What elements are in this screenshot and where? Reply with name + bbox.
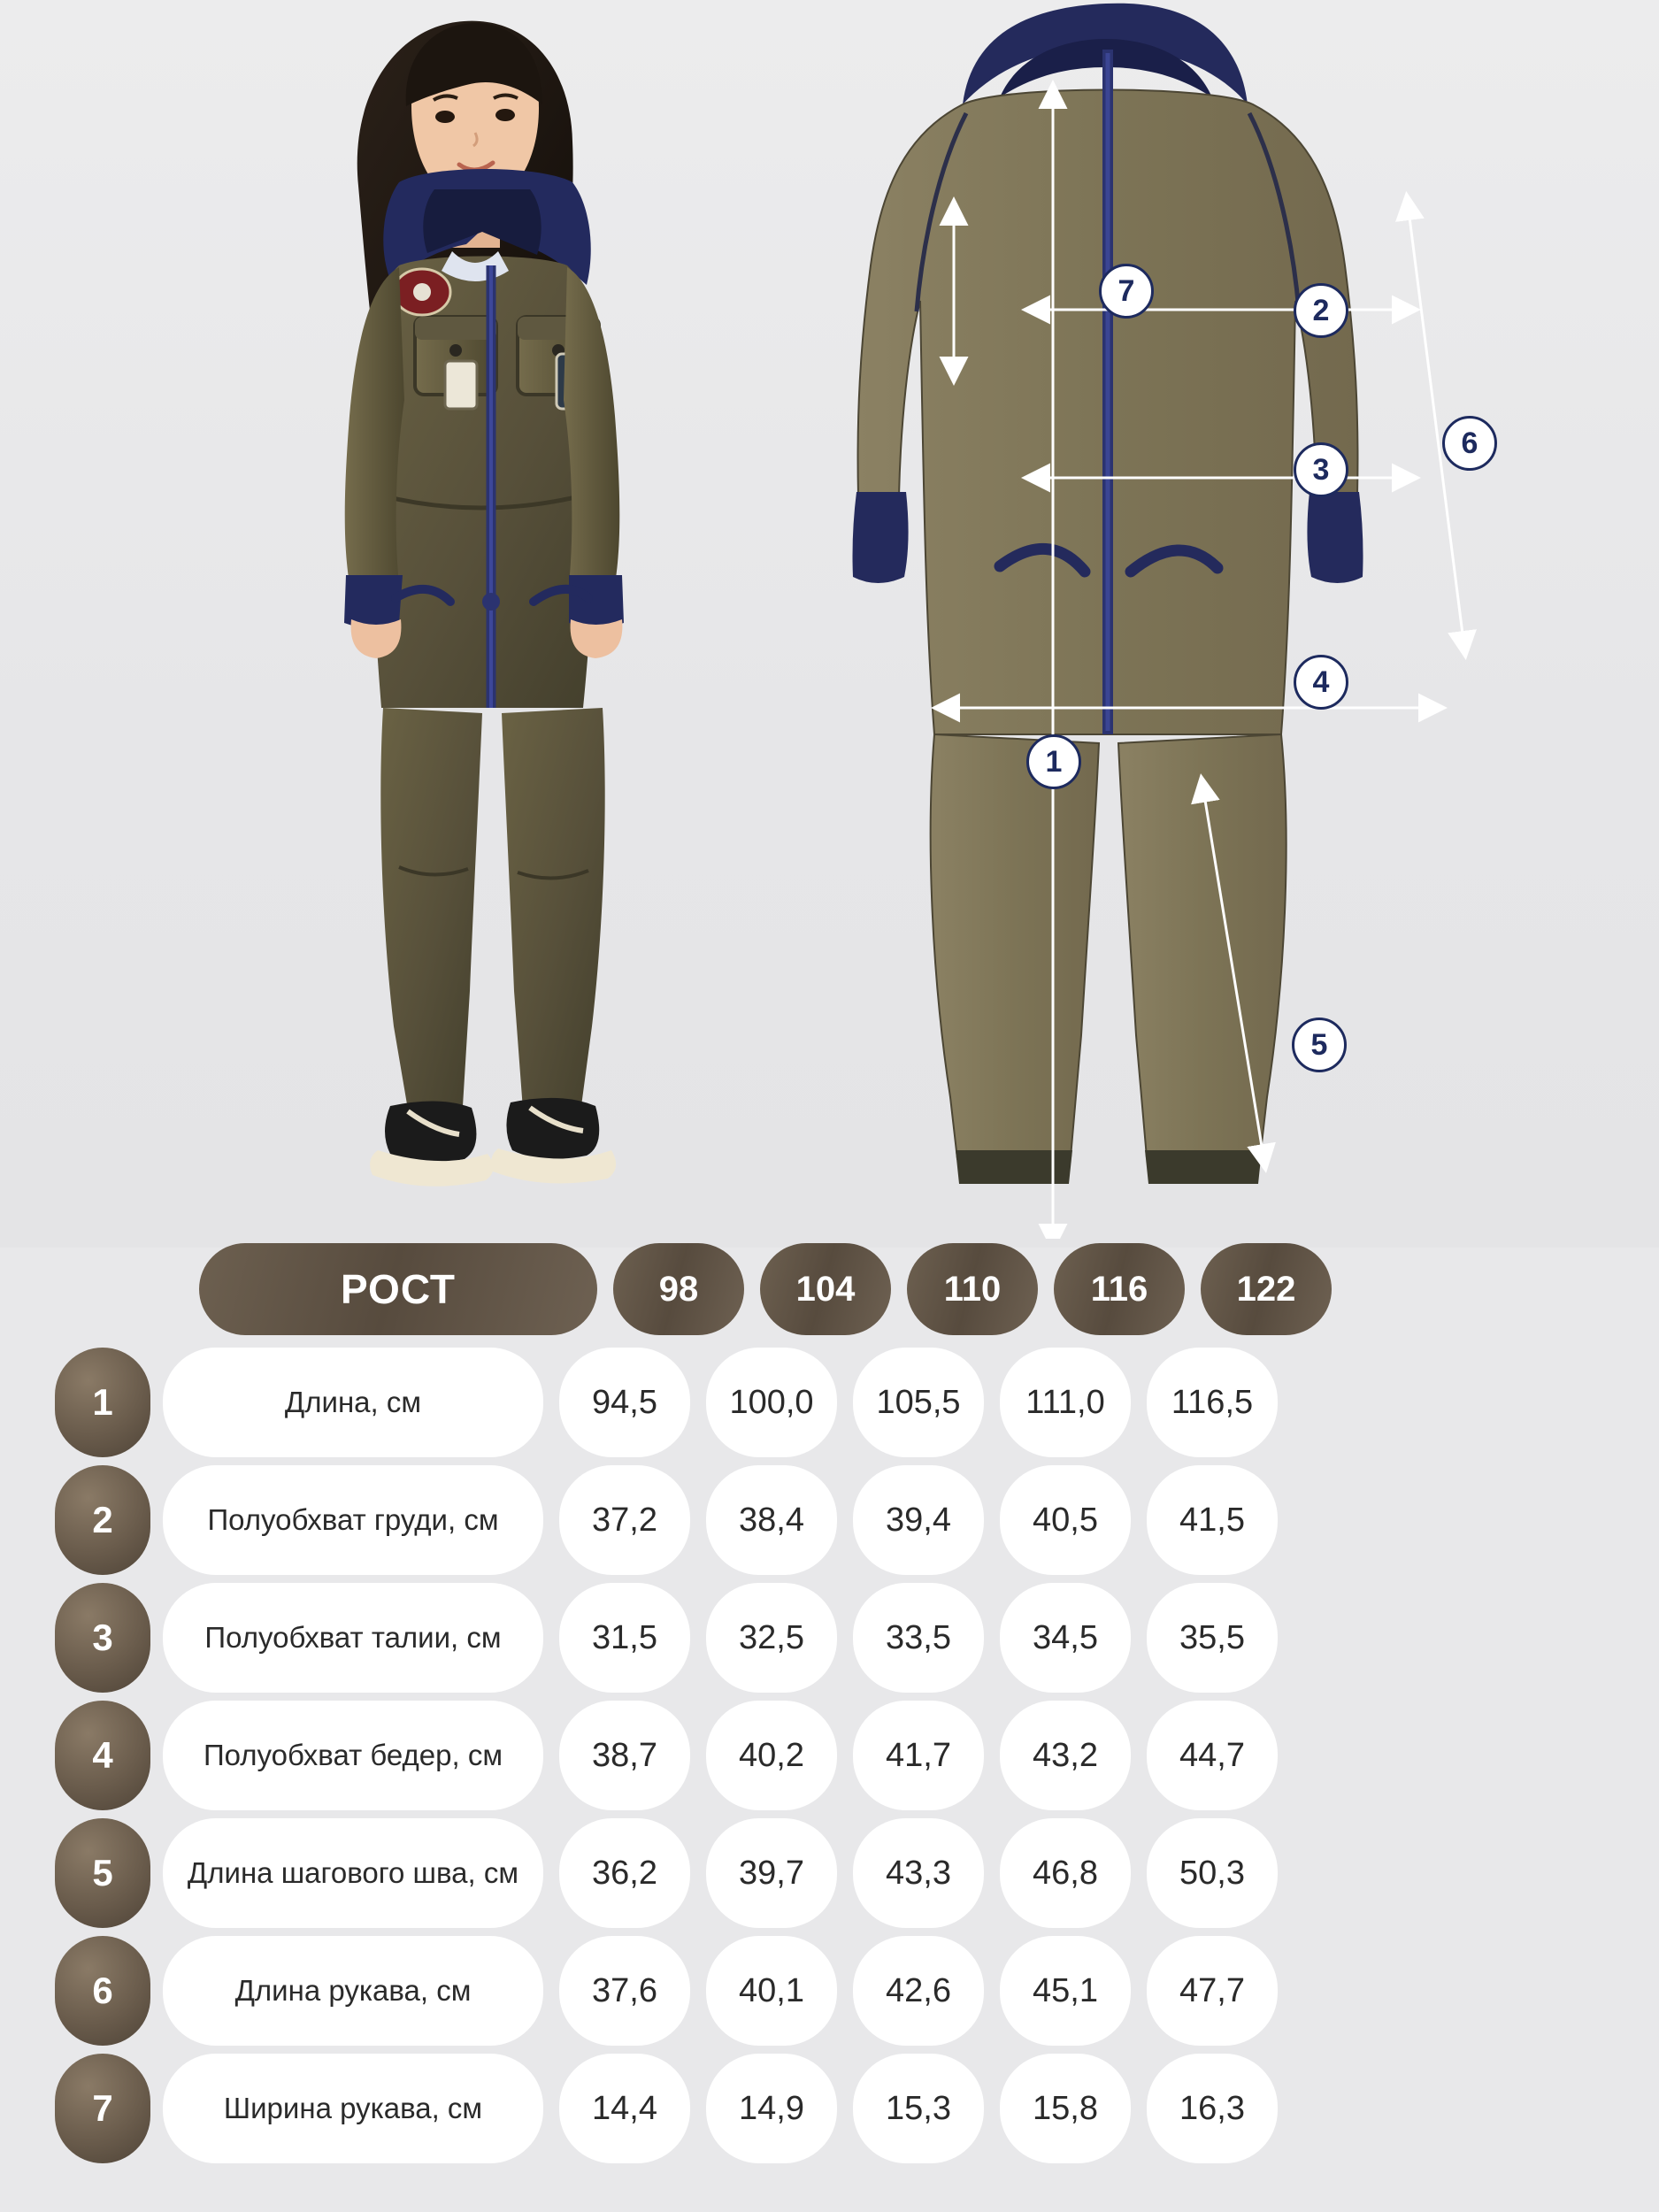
table-header-size-122: 122 [1201,1243,1332,1335]
row-value-116: 34,5 [1000,1583,1131,1693]
row-value-110: 41,7 [853,1701,984,1810]
row-value-104: 14,9 [706,2054,837,2163]
row-value-98: 38,7 [559,1701,690,1810]
row-value-122: 16,3 [1147,2054,1278,2163]
table-row [0,1818,1659,1928]
row-value-104: 40,1 [706,1936,837,2046]
row-value-122: 35,5 [1147,1583,1278,1693]
callout-1: 1 [1026,734,1081,789]
row-value-122: 41,5 [1147,1465,1278,1575]
row-number: 6 [55,1936,150,2046]
row-value-122: 116,5 [1147,1348,1278,1457]
row-value-116: 43,2 [1000,1701,1131,1810]
row-value-116: 111,0 [1000,1348,1131,1457]
row-value-116: 45,1 [1000,1936,1131,2046]
row-number: 3 [55,1583,150,1693]
table-row [0,1936,1659,2046]
row-value-98: 37,6 [559,1936,690,2046]
row-value-116: 15,8 [1000,2054,1131,2163]
callout-2: 2 [1294,283,1348,338]
row-value-104: 38,4 [706,1465,837,1575]
row-label: Длина шагового шва, см [163,1818,543,1928]
table-header-row [0,1243,1659,1335]
row-label: Длина рукава, см [163,1936,543,2046]
row-label: Полуобхват талии, см [163,1583,543,1693]
table-row [0,1583,1659,1693]
callout-4: 4 [1294,655,1348,710]
row-number: 7 [55,2054,150,2163]
row-label: Ширина рукава, см [163,2054,543,2163]
row-value-110: 39,4 [853,1465,984,1575]
row-value-122: 44,7 [1147,1701,1278,1810]
row-value-110: 15,3 [853,2054,984,2163]
row-value-104: 32,5 [706,1583,837,1693]
row-label: Полуобхват бедер, см [163,1701,543,1810]
table-row [0,2054,1659,2163]
row-label: Полуобхват груди, см [163,1465,543,1575]
table-header-size-98: 98 [613,1243,744,1335]
technical-drawing [734,0,1619,1239]
table-row [0,1465,1659,1575]
row-value-110: 42,6 [853,1936,984,2046]
row-value-116: 46,8 [1000,1818,1131,1928]
table-header-size-110: 110 [907,1243,1038,1335]
row-value-98: 14,4 [559,2054,690,2163]
row-label: Длина, см [163,1348,543,1457]
row-number: 2 [55,1465,150,1575]
row-value-122: 47,7 [1147,1936,1278,2046]
callout-6: 6 [1442,416,1497,471]
row-value-122: 50,3 [1147,1818,1278,1928]
row-value-98: 94,5 [559,1348,690,1457]
row-number: 4 [55,1701,150,1810]
table-header-size-116: 116 [1054,1243,1185,1335]
table-header-size-104: 104 [760,1243,891,1335]
row-value-116: 40,5 [1000,1465,1131,1575]
product-photo [226,0,721,1239]
row-value-110: 105,5 [853,1348,984,1457]
row-value-104: 40,2 [706,1701,837,1810]
callout-3: 3 [1294,442,1348,497]
row-value-98: 37,2 [559,1465,690,1575]
row-value-104: 100,0 [706,1348,837,1457]
row-number: 5 [55,1818,150,1928]
row-number: 1 [55,1348,150,1457]
size-table [0,1243,1659,2171]
table-header-label: РОСТ [199,1243,597,1335]
row-value-104: 39,7 [706,1818,837,1928]
row-value-110: 43,3 [853,1818,984,1928]
row-value-98: 36,2 [559,1818,690,1928]
table-row [0,1348,1659,1457]
row-value-98: 31,5 [559,1583,690,1693]
callout-5: 5 [1292,1018,1347,1072]
callout-7: 7 [1099,264,1154,319]
row-value-110: 33,5 [853,1583,984,1693]
table-row [0,1701,1659,1810]
